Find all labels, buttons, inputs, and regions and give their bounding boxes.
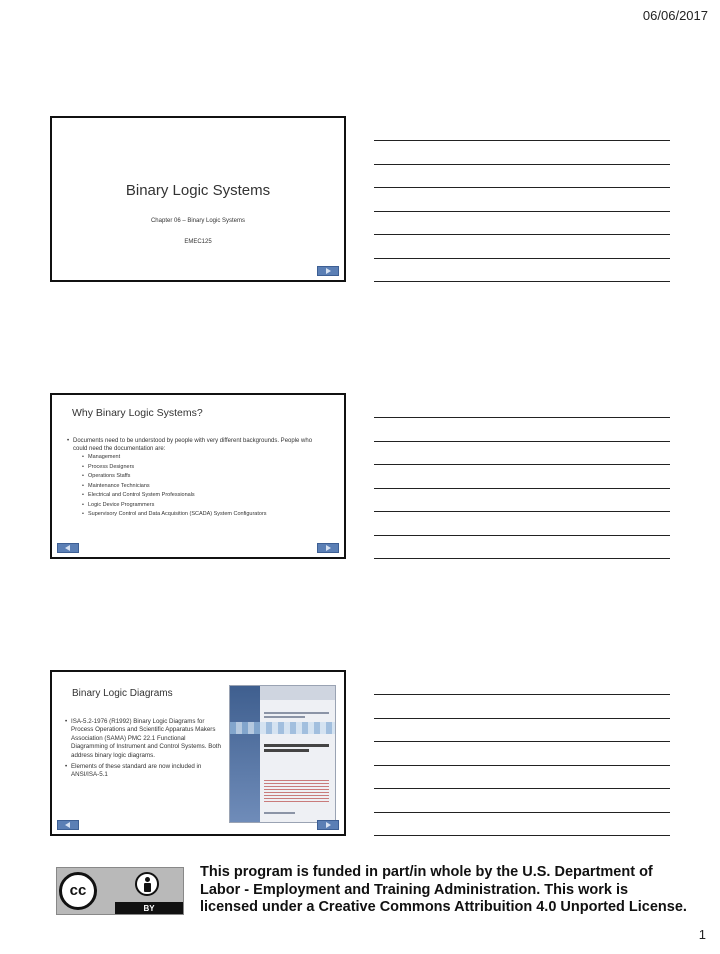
note-line [374, 694, 670, 695]
cover-text-line [264, 712, 329, 714]
slide-thumbnail-3 [50, 670, 346, 836]
attribution-person-icon [135, 872, 159, 896]
list-item: • Logic Device Programmers [82, 501, 155, 508]
slide-thumbnail-2 [50, 393, 346, 559]
slide-title: Binary Logic Diagrams [72, 688, 173, 699]
note-line [374, 558, 670, 559]
note-line [374, 488, 670, 489]
next-slide-button[interactable] [317, 266, 339, 276]
slide-title: Binary Logic Systems [125, 182, 271, 199]
page-date: 06/06/2017 [642, 8, 708, 23]
cover-side-strip [230, 686, 260, 822]
note-line [374, 234, 670, 235]
list-item: • Maintenance Technicians [82, 482, 150, 489]
note-line [374, 741, 670, 742]
notes-lines-1 [374, 140, 670, 305]
standard-document-cover-image [229, 685, 336, 823]
note-line [374, 417, 670, 418]
note-line [374, 835, 670, 836]
cover-notice-text [264, 780, 329, 804]
slide-title: Why Binary Logic Systems? [72, 407, 203, 419]
note-line [374, 281, 670, 282]
next-slide-button[interactable] [317, 543, 339, 553]
note-line [374, 164, 670, 165]
cover-wave-graphic [230, 722, 336, 734]
license-statement: This program is funded in part/in whole by the U.S. Department of Labor - Employment and Training Administration. This work is licensed under a Creative Commons Attribuition 4.0 Unported License. [200, 864, 687, 915]
note-line [374, 441, 670, 442]
creative-commons-icon: cc [59, 872, 97, 910]
slide-bullet-list [65, 437, 326, 520]
slide-bullet-list [63, 718, 223, 783]
list-item: • Electrical and Control System Professionals [82, 492, 195, 498]
note-line [374, 511, 670, 512]
cover-text-line [264, 812, 295, 814]
note-line [374, 812, 670, 813]
note-line [374, 765, 670, 766]
slide-course-code: EMEC125 [184, 239, 212, 245]
note-line [374, 211, 670, 212]
previous-slide-button[interactable] [57, 820, 79, 830]
note-line [374, 140, 670, 141]
creative-commons-badge [56, 867, 184, 915]
cover-header-band [260, 686, 335, 700]
list-item: • Documents need to be understood by people with very different backgrounds. People who could need the documentation are: [67, 438, 313, 452]
note-line [374, 464, 670, 465]
list-item: • Management [82, 454, 121, 460]
list-item: • Process Designers [82, 463, 135, 470]
previous-slide-button[interactable] [57, 543, 79, 553]
next-slide-button[interactable] [317, 820, 339, 830]
note-line [374, 187, 670, 188]
notes-lines-2 [374, 417, 670, 582]
list-item: • ISA-5.2-1976 (R1992) Binary Logic Diagrams for Process Operations and Scientific Apparatus Makers Association (SAMA) PMC 22.1 Functional Diagramming of Instrument and Control Systems. Both address binary logic diagrams. [65, 718, 221, 759]
page-number: 1 [698, 927, 706, 942]
notes-lines-3 [374, 694, 670, 859]
slide-thumbnail-1 [50, 116, 346, 282]
note-line [374, 718, 670, 719]
badge-by-label: BY [143, 904, 155, 913]
list-item: • Elements of these standard are now included in ANSI/ISA-5.1 [65, 763, 202, 779]
note-line [374, 535, 670, 536]
note-line [374, 258, 670, 259]
cover-text-line [264, 749, 309, 752]
list-item: • Operations Staffs [82, 473, 131, 479]
cover-text-line [264, 716, 305, 718]
slide-subtitle: Chapter 06 – Binary Logic Systems [150, 218, 246, 224]
cover-text-line [264, 744, 329, 747]
note-line [374, 788, 670, 789]
list-item: • Supervisory Control and Data Acquisition (SCADA) System Configurators [82, 511, 267, 517]
